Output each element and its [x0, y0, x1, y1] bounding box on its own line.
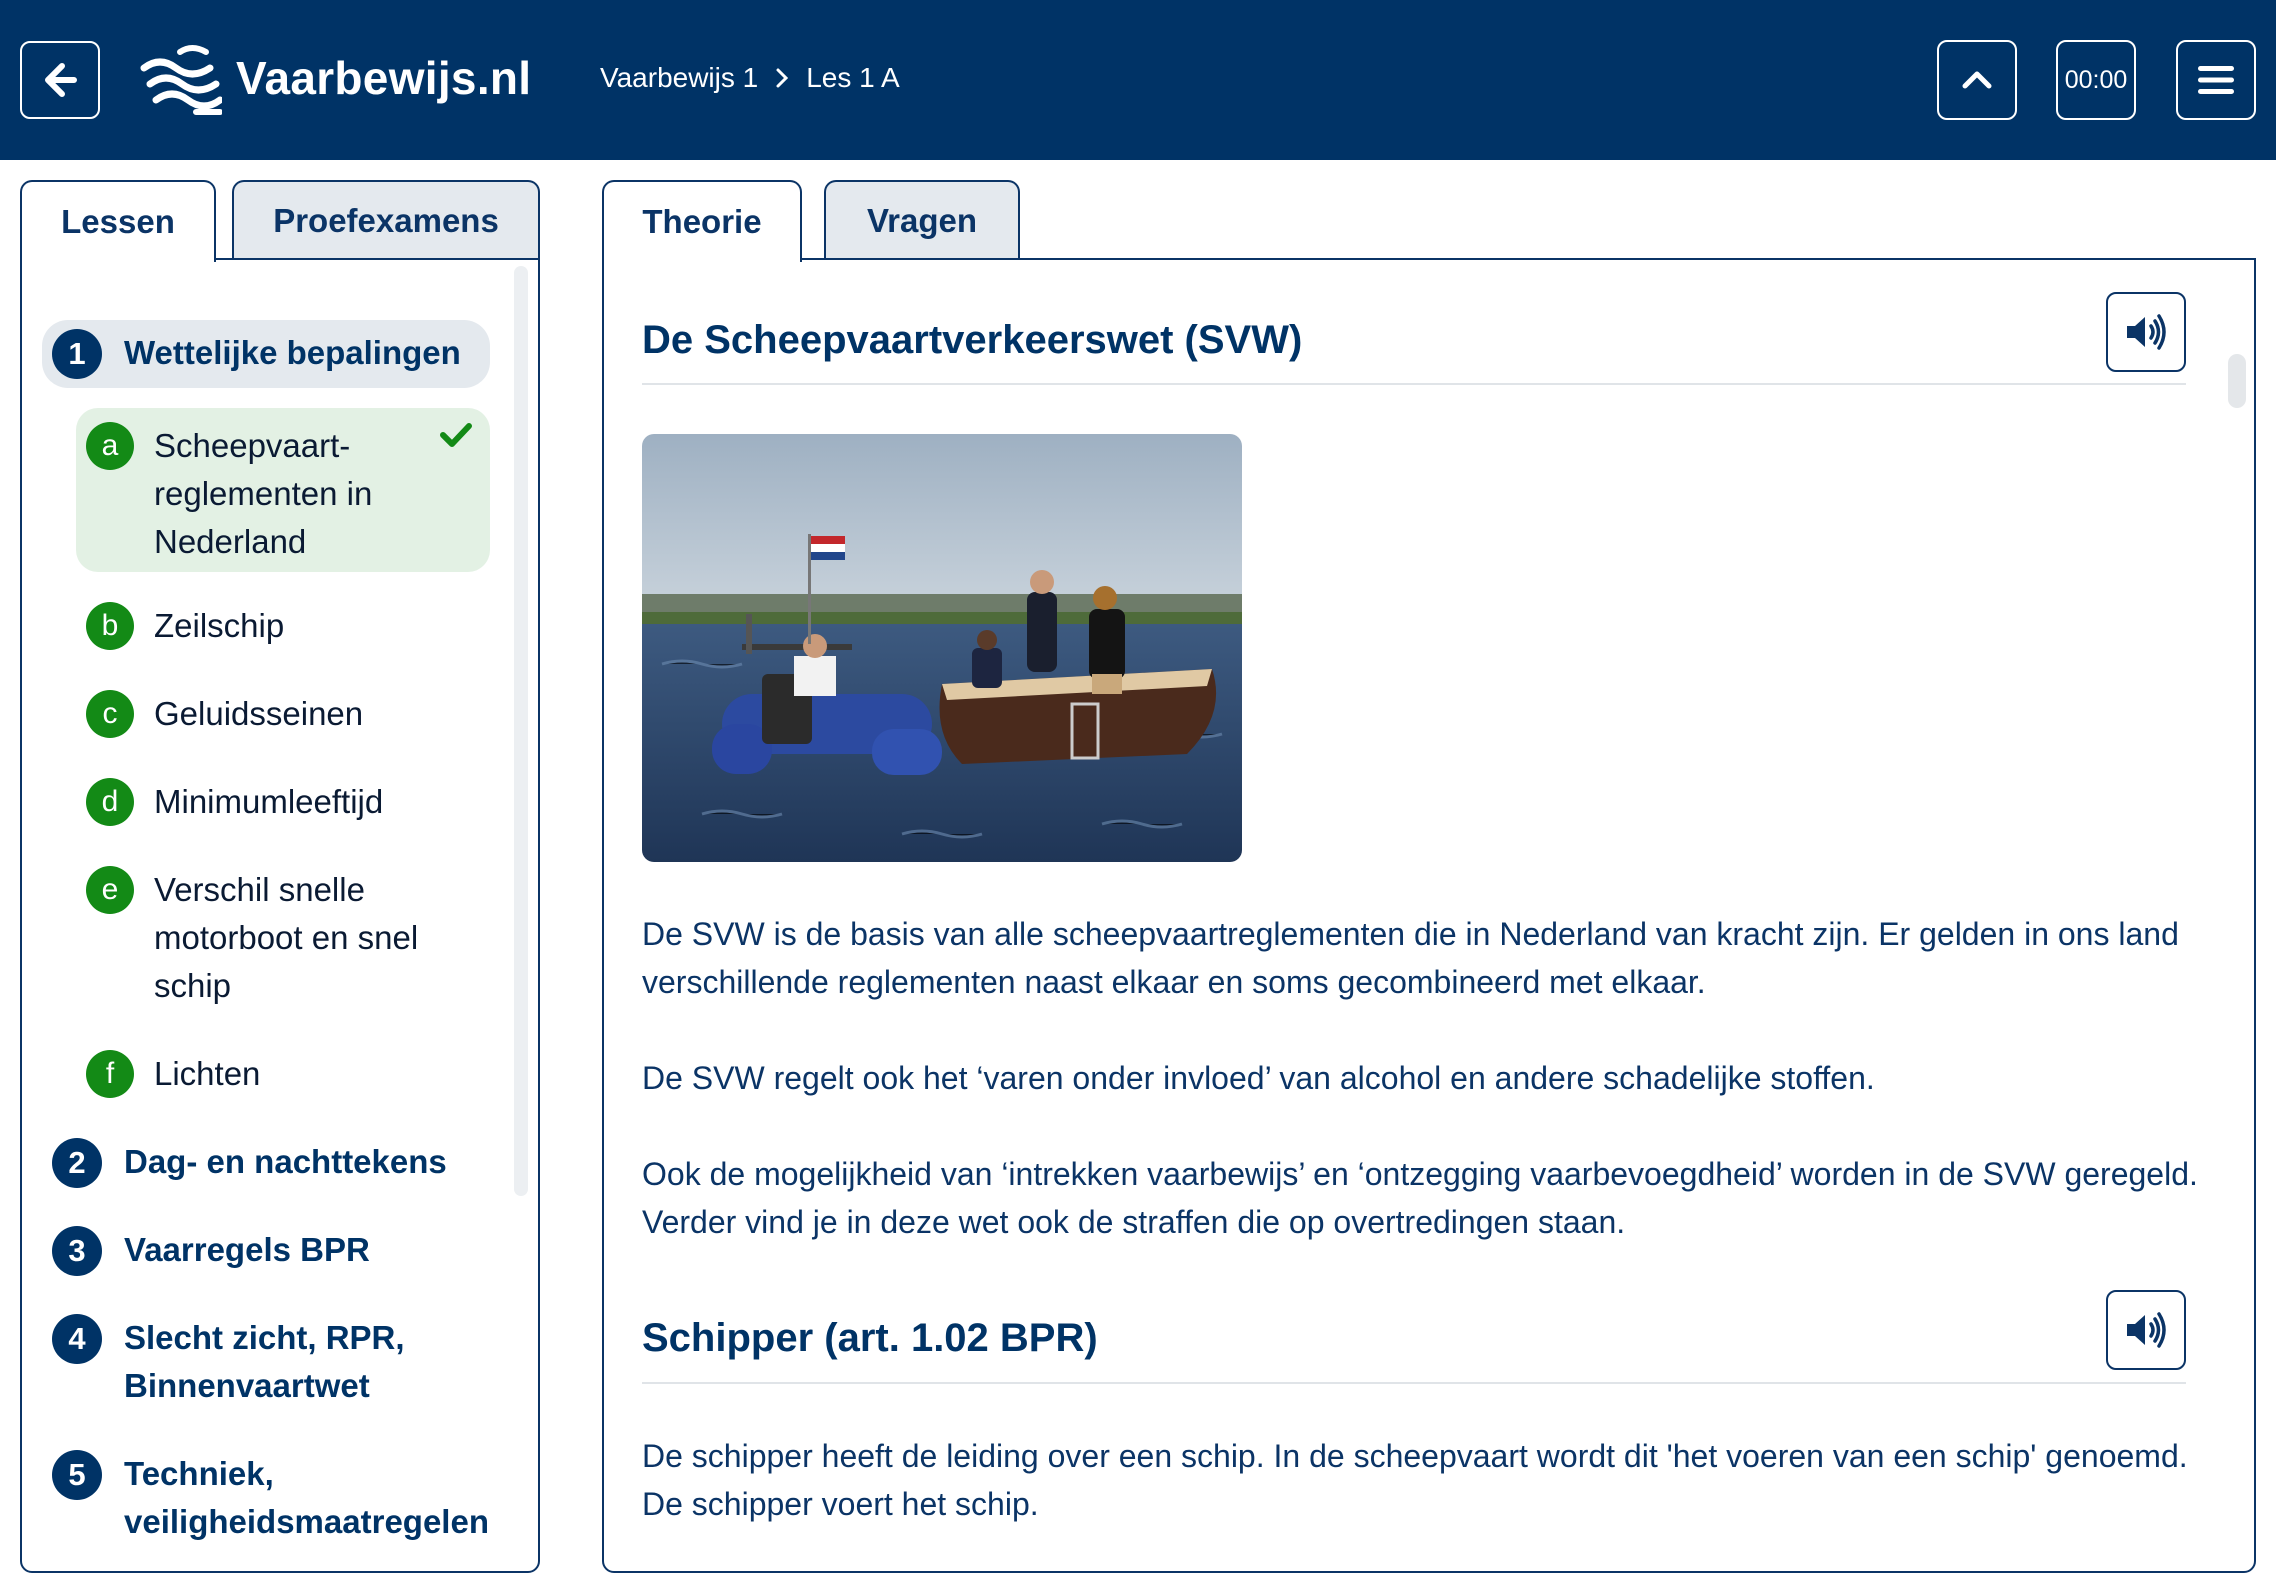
- subitem-title: Lichten: [154, 1055, 261, 1092]
- tab-proefexamens[interactable]: Proefexamens: [232, 180, 540, 260]
- subitem-title: Verschil snelle motorboot en snel schip: [154, 871, 419, 1004]
- speaker-icon: [2124, 1311, 2168, 1349]
- chapter-item-4[interactable]: [52, 1314, 492, 1410]
- audio-button-svw[interactable]: [2106, 292, 2186, 372]
- subitem-title: Zeilschip: [154, 607, 285, 644]
- section-title-svw: De Scheepvaartverkeerswet (SVW): [642, 318, 1303, 362]
- timer-button[interactable]: 00:00: [2056, 40, 2136, 120]
- section-divider: [642, 1382, 2186, 1384]
- chapter-number: 4: [52, 1314, 102, 1364]
- subitem-b[interactable]: [86, 602, 486, 650]
- subitem-letter: a: [86, 422, 134, 470]
- chapter-title: Wettelijke bepalingen: [124, 334, 461, 371]
- subitem-letter: d: [86, 778, 134, 826]
- chapter-number: 3: [52, 1226, 102, 1276]
- paragraph: De SVW is de basis van alle scheepvaartreglementen die in Nederland van kracht zijn. Er gelden in ons land verschillende reglementen naast elkaar en soms gecombineerd met elkaar.: [642, 916, 2179, 1000]
- audio-button-schipper[interactable]: [2106, 1290, 2186, 1370]
- tab-theorie[interactable]: Theorie: [602, 180, 802, 262]
- app-header: [0, 0, 2276, 160]
- breadcrumb: [600, 62, 900, 94]
- breadcrumb-item-lesson: Les 1 A: [806, 62, 900, 93]
- chevron-right-icon: [774, 67, 790, 89]
- subitem-title: Geluidsseinen: [154, 695, 364, 732]
- theory-scrollbar[interactable]: [2228, 354, 2246, 408]
- chapter-title: Vaarregels BPR: [124, 1231, 370, 1268]
- chapter-number: 5: [52, 1450, 102, 1500]
- chevron-up-icon: [1960, 68, 1994, 92]
- section-divider: [642, 383, 2186, 385]
- lessons-scrollbar[interactable]: [514, 266, 528, 1196]
- subitem-letter: c: [86, 690, 134, 738]
- checkmark-icon: [440, 422, 472, 453]
- back-button[interactable]: [20, 41, 100, 119]
- lesson-photo: [642, 434, 1242, 862]
- chapter-number: 1: [52, 329, 102, 379]
- subitem-f[interactable]: [86, 1050, 486, 1098]
- hamburger-menu-icon: [2197, 64, 2235, 96]
- police-boat-photo: [642, 434, 1242, 862]
- chapter-item-3[interactable]: [52, 1226, 492, 1276]
- chapter-title: Techniek, veiligheidsmaatregelen: [124, 1455, 489, 1540]
- arrow-left-icon: [40, 60, 80, 100]
- breadcrumb-item-course[interactable]: Vaarbewijs 1: [600, 62, 759, 93]
- logo[interactable]: [140, 38, 531, 118]
- waves-logo-icon: [140, 38, 222, 118]
- chapter-item-1[interactable]: [42, 320, 490, 388]
- tab-lessen[interactable]: Lessen: [20, 180, 216, 262]
- subitem-letter: b: [86, 602, 134, 650]
- logo-text: Vaarbewijs.nl: [236, 52, 532, 104]
- paragraph: Ook de mogelijkheid van ‘intrekken vaarbewijs’ en ‘ontzegging vaarbevoegdheid’ worden in de SVW geregeld. Verder vind je in deze wet ook de straffen die op overtredingen staan.: [642, 1156, 2198, 1240]
- subitem-title: Scheepvaart-reglementen in Nederland: [154, 427, 373, 560]
- paragraph: De schipper heeft de leiding over een schip. In de scheepvaart wordt dit 'het voeren van een schip' genoemd. De schipper voert het schip.: [642, 1438, 2188, 1522]
- chapter-title: Dag- en nachttekens: [124, 1143, 447, 1180]
- menu-button[interactable]: [2176, 40, 2256, 120]
- subitem-letter: e: [86, 866, 134, 914]
- chapter-item-5[interactable]: [52, 1450, 492, 1546]
- subitem-d[interactable]: [86, 778, 486, 826]
- speaker-icon: [2124, 313, 2168, 351]
- chapter-item-2[interactable]: [52, 1138, 492, 1188]
- subitem-e[interactable]: [86, 866, 486, 1010]
- chapter-number: 2: [52, 1138, 102, 1188]
- subitem-title: Minimumleeftijd: [154, 783, 384, 820]
- chapter-title: Slecht zicht, RPR, Binnenvaartwet: [124, 1319, 405, 1404]
- subitem-c[interactable]: [86, 690, 486, 738]
- tab-vragen[interactable]: Vragen: [824, 180, 1020, 260]
- scroll-up-button[interactable]: [1937, 40, 2017, 120]
- subitem-letter: f: [86, 1050, 134, 1098]
- subitem-a[interactable]: [76, 408, 490, 572]
- paragraph: De SVW regelt ook het ‘varen onder invloed’ van alcohol en andere schadelijke stoffen.: [642, 1060, 1875, 1096]
- section-title-schipper: Schipper (art. 1.02 BPR): [642, 1316, 1098, 1360]
